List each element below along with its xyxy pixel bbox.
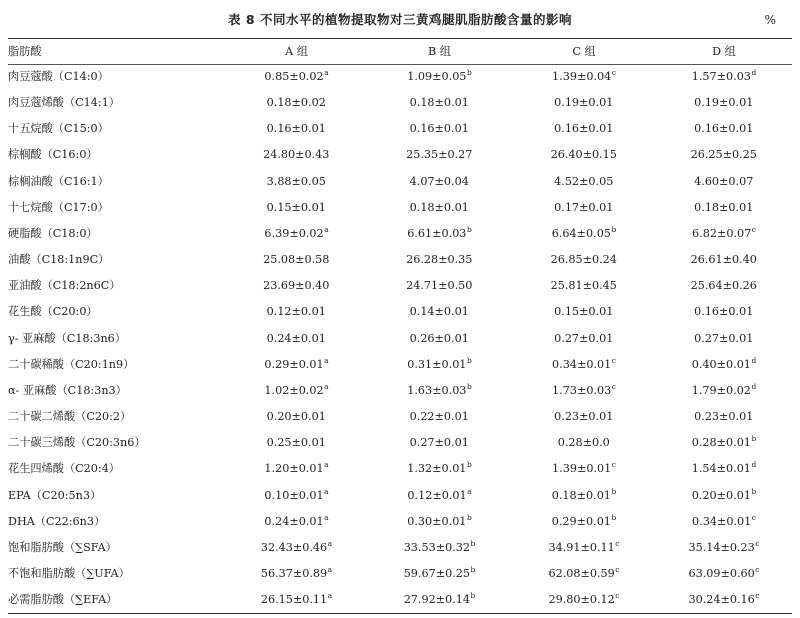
value-cell-group-d: [656, 483, 792, 509]
value-cell-group-a: [226, 195, 367, 221]
mean-sd-value: 6.82±0.07: [692, 226, 752, 240]
value-cell-group-b: [367, 430, 512, 456]
value-cell-group-b: [367, 535, 512, 561]
value-cell-group-b: [367, 221, 512, 247]
mean-sd-value: 23.69±0.40: [263, 279, 330, 293]
mean-sd-value: 0.16±0.01: [409, 122, 469, 136]
significance-letter: a: [324, 486, 329, 496]
value-cell-group-a: [226, 535, 367, 561]
mean-sd-value: 0.29±0.01: [264, 357, 324, 371]
significance-letter: b: [751, 486, 757, 496]
significance-letter: a: [324, 224, 329, 234]
value-cell-group-a: [226, 64, 367, 90]
table-row: [8, 273, 792, 299]
mean-sd-value: 25.64±0.26: [690, 279, 757, 293]
fatty-acid-name: 棕榈酸（C16:0）: [8, 148, 98, 162]
fatty-acid-name: 肉豆蔻酸（C14:0）: [8, 70, 109, 83]
value-cell-group-a: [226, 142, 367, 168]
value-cell-group-a: [226, 273, 367, 299]
fatty-acid-name: 二十碳二烯酸（C20:2）: [8, 410, 132, 424]
significance-letter: d: [751, 460, 757, 470]
significance-letter: b: [611, 224, 617, 234]
mean-sd-value: 27.92±0.14: [403, 593, 470, 607]
significance-letter: b: [470, 564, 476, 574]
mean-sd-value: 4.60±0.07: [694, 174, 754, 188]
significance-letter: d: [751, 381, 757, 391]
mean-sd-value: 1.63±0.03: [407, 383, 467, 397]
significance-letter: a: [324, 68, 329, 77]
mean-sd-value: 0.23±0.01: [694, 410, 754, 424]
value-cell-group-d: [656, 116, 792, 142]
mean-sd-value: 4.07±0.04: [409, 174, 469, 188]
table-row: [8, 456, 792, 482]
value-cell-group-c: [512, 378, 656, 404]
significance-letter: b: [466, 355, 472, 365]
value-cell-group-a: [226, 299, 367, 325]
value-cell-group-b: [367, 326, 512, 352]
mean-sd-value: 0.18±0.01: [551, 488, 611, 502]
significance-letter: b: [751, 434, 757, 444]
table-row: [8, 90, 792, 116]
mean-sd-value: 32.43±0.46: [260, 540, 328, 554]
mean-sd-value: 6.39±0.02: [264, 226, 324, 240]
significance-letter: a: [324, 512, 329, 522]
value-cell-group-c: [512, 142, 656, 168]
value-cell-group-c: [512, 299, 656, 325]
value-cell-group-b: [367, 195, 512, 221]
value-cell-group-c: [512, 273, 656, 299]
significance-letter: c: [755, 538, 760, 548]
mean-sd-value: 0.19±0.01: [694, 96, 754, 110]
header-group-d: D 组: [712, 45, 736, 58]
mean-sd-value: 25.35±0.27: [406, 148, 473, 162]
value-cell-group-b: [367, 509, 512, 535]
mean-sd-value: 0.18±0.02: [266, 96, 326, 110]
significance-letter: a: [327, 538, 333, 548]
mean-sd-value: 0.34±0.01: [692, 514, 752, 528]
significance-letter: c: [755, 564, 760, 574]
table-caption: [0, 10, 800, 32]
value-cell-group-c: [512, 535, 656, 561]
fatty-acid-name: 油酸（C18:1n9C）: [8, 253, 110, 267]
value-cell-group-a: [226, 352, 367, 378]
value-cell-group-d: [656, 299, 792, 325]
value-cell-group-d: [656, 273, 792, 299]
mean-sd-value: 26.25±0.25: [690, 148, 757, 162]
mean-sd-value: 24.71±0.50: [406, 279, 473, 293]
mean-sd-value: 0.40±0.01: [691, 357, 751, 371]
value-cell-group-c: [512, 90, 656, 116]
table-row: [8, 169, 792, 195]
value-cell-group-b: [367, 483, 512, 509]
value-cell-group-c: [512, 326, 656, 352]
significance-letter: b: [466, 512, 472, 522]
mean-sd-value: 25.81±0.45: [550, 279, 617, 293]
mean-sd-value: 26.40±0.15: [550, 148, 617, 162]
mean-sd-value: 26.61±0.40: [690, 253, 757, 267]
mean-sd-value: 0.18±0.01: [409, 96, 469, 110]
mean-sd-value: 1.79±0.02: [691, 383, 751, 397]
value-cell-group-c: [512, 509, 656, 535]
significance-letter: d: [751, 355, 757, 365]
mean-sd-value: 0.12±0.01: [407, 488, 467, 502]
mean-sd-value: 0.27±0.01: [409, 436, 469, 450]
table-row: [8, 561, 792, 587]
value-cell-group-c: [512, 430, 656, 456]
value-cell-group-b: [367, 273, 512, 299]
table-row: [8, 430, 792, 456]
mean-sd-value: 0.24±0.01: [266, 331, 326, 345]
value-cell-group-d: [656, 378, 792, 404]
significance-letter: b: [611, 512, 617, 522]
table-row: [8, 247, 792, 273]
significance-letter: a: [467, 486, 472, 496]
value-cell-group-a: [226, 509, 367, 535]
value-cell-group-d: [656, 90, 792, 116]
mean-sd-value: 0.12±0.01: [266, 305, 326, 319]
fatty-acid-table: [8, 39, 792, 613]
significance-letter: c: [611, 68, 616, 77]
mean-sd-value: 29.80±0.12: [548, 593, 615, 607]
value-cell-group-c: [512, 587, 656, 613]
significance-letter: d: [751, 68, 757, 77]
significance-letter: c: [611, 381, 616, 391]
mean-sd-value: 0.24±0.01: [264, 514, 324, 528]
mean-sd-value: 0.25±0.01: [266, 436, 326, 450]
mean-sd-value: 0.22±0.01: [409, 410, 469, 424]
value-cell-group-c: [512, 483, 656, 509]
table-row: [8, 299, 792, 325]
table-row: [8, 483, 792, 509]
table-row: [8, 326, 792, 352]
value-cell-group-c: [512, 116, 656, 142]
significance-letter: b: [466, 68, 472, 77]
value-cell-group-d: [656, 142, 792, 168]
mean-sd-value: 0.28±0.01: [691, 436, 751, 450]
significance-letter: c: [751, 512, 756, 522]
table-title: 表 8 不同水平的植物提取物对三黄鸡腿肌脂肪酸含量的影响: [228, 12, 572, 27]
value-cell-group-b: [367, 561, 512, 587]
mean-sd-value: 1.57±0.03: [691, 70, 751, 83]
header-row: [8, 39, 792, 64]
fatty-acid-name: 十五烷酸（C15:0）: [8, 122, 109, 136]
value-cell-group-d: [656, 247, 792, 273]
significance-letter: a: [324, 381, 329, 391]
mean-sd-value: 1.20±0.01: [264, 462, 324, 476]
value-cell-group-a: [226, 116, 367, 142]
fatty-acid-name: 不饱和脂肪酸（∑UFA）: [8, 566, 130, 580]
value-cell-group-b: [367, 404, 512, 430]
mean-sd-value: 34.91±0.11: [548, 540, 615, 554]
mean-sd-value: 0.28±0.0: [557, 436, 610, 450]
fatty-acid-name: DHA（C22:6n3）: [8, 514, 106, 528]
mean-sd-value: 1.73±0.03: [552, 383, 612, 397]
value-cell-group-b: [367, 587, 512, 613]
mean-sd-value: 62.08±0.59: [548, 566, 615, 580]
value-cell-group-c: [512, 221, 656, 247]
value-cell-group-b: [367, 64, 512, 90]
mean-sd-value: 0.16±0.01: [694, 305, 754, 319]
fatty-acid-name: α- 亚麻酸（C18:3n3）: [8, 383, 127, 397]
mean-sd-value: 35.14±0.23: [688, 540, 755, 554]
mean-sd-value: 0.18±0.01: [694, 200, 754, 214]
significance-letter: b: [470, 591, 476, 601]
mean-sd-value: 0.26±0.01: [409, 331, 469, 345]
mean-sd-value: 63.09±0.60: [688, 566, 755, 580]
fatty-acid-name: 花生酸（C20:0）: [8, 305, 98, 319]
table-row: [8, 404, 792, 430]
value-cell-group-a: [226, 587, 367, 613]
table-row: [8, 64, 792, 90]
mean-sd-value: 0.85±0.02: [264, 70, 324, 83]
significance-letter: c: [755, 591, 760, 601]
value-cell-group-d: [656, 509, 792, 535]
value-cell-group-c: [512, 64, 656, 90]
value-cell-group-b: [367, 378, 512, 404]
significance-letter: b: [611, 486, 617, 496]
table-row: [8, 116, 792, 142]
header-group-c: C 组: [572, 45, 596, 58]
table-body: [8, 64, 792, 613]
mean-sd-value: 0.15±0.01: [266, 200, 326, 214]
mean-sd-value: 0.30±0.01: [407, 514, 467, 528]
significance-letter: b: [466, 381, 472, 391]
value-cell-group-c: [512, 404, 656, 430]
table-row: [8, 195, 792, 221]
table-row: [8, 587, 792, 613]
mean-sd-value: 0.20±0.01: [266, 410, 326, 424]
value-cell-group-c: [512, 169, 656, 195]
fatty-acid-name: 肉豆蔻烯酸（C14:1）: [8, 96, 120, 110]
mean-sd-value: 6.64±0.05: [551, 226, 611, 240]
header-fatty-acid: 脂肪酸: [8, 45, 42, 58]
mean-sd-value: 0.16±0.01: [266, 122, 326, 136]
value-cell-group-a: [226, 561, 367, 587]
value-cell-group-d: [656, 456, 792, 482]
mean-sd-value: 30.24±0.16: [688, 593, 755, 607]
value-cell-group-b: [367, 456, 512, 482]
value-cell-group-c: [512, 456, 656, 482]
value-cell-group-d: [656, 221, 792, 247]
fatty-acid-name: γ- 亚麻酸（C18:3n6）: [8, 331, 126, 345]
mean-sd-value: 1.32±0.01: [407, 462, 467, 476]
value-cell-group-d: [656, 352, 792, 378]
mean-sd-value: 59.67±0.25: [403, 566, 470, 580]
value-cell-group-a: [226, 326, 367, 352]
significance-letter: a: [327, 591, 333, 601]
mean-sd-value: 1.39±0.01: [552, 462, 612, 476]
value-cell-group-a: [226, 90, 367, 116]
mean-sd-value: 0.14±0.01: [409, 305, 469, 319]
value-cell-group-a: [226, 169, 367, 195]
mean-sd-value: 1.02±0.02: [264, 383, 324, 397]
fatty-acid-name: 亚油酸（C18:2n6C）: [8, 279, 121, 293]
fatty-acid-name: 硬脂酸（C18:0）: [8, 226, 98, 240]
value-cell-group-d: [656, 535, 792, 561]
value-cell-group-d: [656, 404, 792, 430]
fatty-acid-name: 花生四烯酸（C20:4）: [8, 462, 120, 476]
table-row: [8, 378, 792, 404]
significance-letter: c: [751, 224, 756, 234]
value-cell-group-b: [367, 116, 512, 142]
value-cell-group-d: [656, 169, 792, 195]
mean-sd-value: 0.20±0.01: [691, 488, 751, 502]
value-cell-group-d: [656, 587, 792, 613]
mean-sd-value: 3.88±0.05: [266, 174, 326, 188]
mean-sd-value: 0.29±0.01: [551, 514, 611, 528]
significance-letter: c: [611, 460, 616, 470]
value-cell-group-d: [656, 326, 792, 352]
mean-sd-value: 0.34±0.01: [552, 357, 612, 371]
value-cell-group-b: [367, 352, 512, 378]
mean-sd-value: 0.27±0.01: [694, 331, 754, 345]
mean-sd-value: 0.27±0.01: [554, 331, 614, 345]
mean-sd-value: 26.28±0.35: [406, 253, 473, 267]
value-cell-group-a: [226, 247, 367, 273]
table-unit: %: [764, 13, 776, 27]
mean-sd-value: 1.54±0.01: [691, 462, 751, 476]
mean-sd-value: 0.19±0.01: [554, 96, 614, 110]
significance-letter: c: [611, 355, 616, 365]
mean-sd-value: 0.16±0.01: [554, 122, 614, 136]
value-cell-group-b: [367, 169, 512, 195]
header-group-b: B 组: [428, 45, 451, 58]
value-cell-group-c: [512, 247, 656, 273]
fatty-acid-name: 二十碳三烯酸（C20:3n6）: [8, 436, 146, 450]
value-cell-group-b: [367, 90, 512, 116]
value-cell-group-d: [656, 561, 792, 587]
significance-letter: b: [470, 538, 476, 548]
value-cell-group-a: [226, 378, 367, 404]
table-row: [8, 221, 792, 247]
table-row: [8, 352, 792, 378]
significance-letter: b: [466, 224, 472, 234]
mean-sd-value: 25.08±0.58: [263, 253, 330, 267]
value-cell-group-b: [367, 247, 512, 273]
significance-letter: c: [615, 591, 620, 601]
mean-sd-value: 0.31±0.01: [407, 357, 467, 371]
value-cell-group-a: [226, 430, 367, 456]
value-cell-group-a: [226, 456, 367, 482]
value-cell-group-c: [512, 561, 656, 587]
mean-sd-value: 0.10±0.01: [264, 488, 324, 502]
value-cell-group-b: [367, 299, 512, 325]
header-group-a: A 组: [285, 45, 308, 58]
mean-sd-value: 0.18±0.01: [409, 200, 469, 214]
mean-sd-value: 26.15±0.11: [260, 593, 328, 607]
mean-sd-value: 56.37±0.89: [260, 566, 328, 580]
fatty-acid-name: 棕榈油酸（C16:1）: [8, 174, 109, 188]
mean-sd-value: 33.53±0.32: [403, 540, 470, 554]
fatty-acid-name: 必需脂肪酸（∑EFA）: [8, 593, 118, 607]
significance-letter: a: [327, 564, 333, 574]
significance-letter: c: [615, 564, 620, 574]
fatty-acid-name: 十七烷酸（C17:0）: [8, 200, 109, 214]
value-cell-group-a: [226, 483, 367, 509]
value-cell-group-a: [226, 404, 367, 430]
significance-letter: c: [615, 538, 620, 548]
significance-letter: a: [324, 355, 329, 365]
fatty-acid-name: 二十碳稀酸（C20:1n9）: [8, 357, 135, 371]
value-cell-group-d: [656, 195, 792, 221]
mean-sd-value: 1.39±0.04: [552, 70, 612, 83]
table-row: [8, 142, 792, 168]
mean-sd-value: 26.85±0.24: [550, 253, 617, 267]
mean-sd-value: 0.15±0.01: [554, 305, 614, 319]
value-cell-group-d: [656, 430, 792, 456]
mean-sd-value: 0.16±0.01: [694, 122, 754, 136]
value-cell-group-b: [367, 142, 512, 168]
mean-sd-value: 6.61±0.03: [407, 226, 467, 240]
table-row: [8, 509, 792, 535]
mean-sd-value: 24.80±0.43: [263, 148, 330, 162]
value-cell-group-d: [656, 64, 792, 90]
mean-sd-value: 0.23±0.01: [554, 410, 614, 424]
value-cell-group-c: [512, 352, 656, 378]
significance-letter: b: [466, 460, 472, 470]
mean-sd-value: 4.52±0.05: [554, 174, 614, 188]
value-cell-group-c: [512, 195, 656, 221]
fatty-acid-name: EPA（C20:5n3）: [8, 488, 102, 502]
mean-sd-value: 1.09±0.05: [407, 70, 467, 83]
table-row: [8, 535, 792, 561]
significance-letter: a: [324, 460, 329, 470]
mean-sd-value: 0.17±0.01: [554, 200, 614, 214]
fatty-acid-name: 饱和脂肪酸（∑SFA）: [8, 540, 117, 554]
value-cell-group-a: [226, 221, 367, 247]
